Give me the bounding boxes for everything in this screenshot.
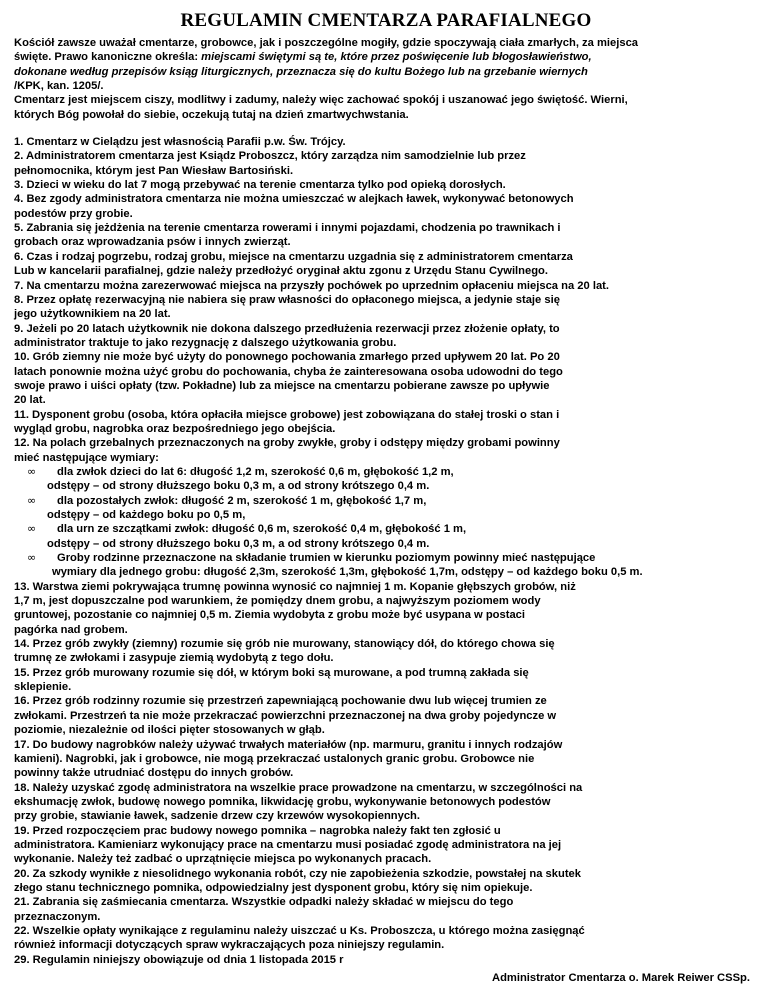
rule-line: pagórka nad grobem. [14,623,128,636]
rule-line: 16. Przez grób rodzinny rozumie się przestrzeń zapewniającą pochowanie dwu lub więcej trumien ze [14,695,547,708]
document-page [14,10,758,985]
infinity-bullet-icon: ∞ [27,551,37,565]
intro-line: Cmentarz jest miejscem ciszy, modlitwy i zadumy, należy więc zachować spokój i uszanować jego świętość. Wierni, [14,94,628,107]
rule-line: 19. Przed rozpoczęciem prac budowy nowego pomnika – nagrobka należy fakt ten zgłosić u [14,824,501,837]
rule-line: gruntowej, pozostanie co najmniej 0,5 m. Ziemia wydobyta z grobu może być usypana w postaci [14,609,525,622]
rule-line: wygląd grobu, nagrobka oraz bezpośredniego jego obejścia. [14,422,336,435]
rules-list-part-1 [14,135,758,465]
rules-section [14,135,758,985]
intro-line: Kościół zawsze uważał cmentarze, grobowce, jak i poszczególne mogiły, gdzie spoczywają ciała zmarłych, za miejsca [14,37,639,49]
rules-list-part-2 [14,580,758,967]
rule-line: 1,7 m, jest dopuszczalne pod warunkiem, że pomiędzy dnem grobu, a najwyższym poziomem wody [14,595,541,608]
canon-reference: /KPK, kan. 1205/. [14,80,104,93]
rule-line: przeznaczonym. [14,910,101,923]
rule-line: latach ponownie można użyć grobu do pochowania, chyba że zainteresowana osoba udowodni do tego [14,365,563,378]
infinity-bullet-icon: ∞ [27,464,37,478]
rule-line: grobach oraz wprowadzania psów i innych zwierząt. [14,236,291,249]
rule-line: 1. Cmentarz w Cielądzu jest własnością Parafii p.w. Św. Trójcy. [14,136,346,149]
intro-line [14,50,758,64]
canon-quote-line: dokonane według przepisów ksiąg liturgicznych, przeznacza się do kultu Bożego lub na grzebanie wiernych [14,65,588,78]
document-title: REGULAMIN CMENTARZA PARAFIALNEGO [180,10,592,31]
rule-line: jego użytkownikiem na 20 lat. [14,308,171,321]
dimension-item [14,551,758,565]
dimension-item-text: Groby rodzinne przeznaczone na składanie trumien w kierunku poziomym powinny mieć następujące [57,552,596,565]
dimension-item [14,465,758,479]
rule-line: pełnomocnika, którym jest Pan Wiesław Bartosiński. [14,164,294,177]
infinity-bullet-icon: ∞ [27,493,37,507]
dimension-item-continuation: odstępy – od każdego boku po 0,5 m, [47,509,246,521]
rule-line: mieć następujące wymiary: [14,451,159,464]
rule-line: administratora. Kamieniarz wykonujący prace na cmentarzu musi posiadać zgodę administratora na jej [14,838,562,851]
rule-line: 12. Na polach grzebalnych przeznaczonych na groby zwykłe, groby i odstępy między grobami powinny [14,437,560,450]
intro-section [14,36,758,122]
rule-line: 18. Należy uzyskać zgodę administratora na wszelkie prace prowadzone na cmentarzu, w szczególności na [14,781,583,794]
dimension-item-continuation: odstępy – od strony dłuższego boku 0,3 m, a od strony krótszego 0,4 m. [47,537,430,550]
dimension-item-text: dla pozostałych zwłok: długość 2 m, szerokość 1 m, głębokość 1,7 m, [57,494,427,507]
rule-line: 10. Grób ziemny nie może być użyty do ponownego pochowania zmarłego przed upływem 20 lat. Po 20 [14,351,560,364]
rule-line: 14. Przez grób zwykły (ziemny) rozumie się grób nie murowany, stanowiący dół, do którego chowa się [14,638,555,651]
dimension-item [14,494,758,508]
rule-line: 17. Do budowy nagrobków należy używać trwałych materiałów (np. marmuru, granitu i innych rodzajów [14,738,563,751]
signature: Administrator Cmentarza o. Marek Reiwer CSSp. [491,972,750,984]
rule-line: 9. Jeżeli po 20 latach użytkownik nie dokona dalszego przedłużenia rezerwacji przez złożenie opłaty, to [14,322,560,335]
rule-line: 11. Dysponent grobu (osoba, która opłaciła miejsce grobowe) jest zobowiązana do stałej troski o stan i [14,408,560,421]
rule-line: przy grobie, stawianie ławek, sadzenie drzew czy krzewów wysokopiennych. [14,810,420,823]
rule-line: również informacji dotyczących spraw wykraczających poza niniejszy regulamin. [14,939,445,952]
rule-line: 29. Regulamin niniejszy obowiązuje od dnia 1 listopada 2015 r [14,953,344,966]
rule-line: 22. Wszelkie opłaty wynikające z regulaminu należy uiszczać u Ks. Proboszcza, u którego można zasięgnąć [14,924,585,937]
rule-line: podestów przy grobie. [14,207,133,220]
rule-line: administrator traktuje to jako rezygnację z dalszego użytkowania grobu. [14,336,397,349]
dimension-item [14,522,758,536]
dimension-item-text: dla zwłok dzieci do lat 6: długość 1,2 m, szerokość 0,6 m, głębokość 1,2 m, [57,465,454,478]
rule-line: sklepienie. [14,681,72,694]
rule-line: 15. Przez grób murowany rozumie się dół, w którym boki są murowane, a pod trumną zakłada się [14,666,529,679]
rule-line: poziomie, niezależnie od ilości pięter stosowanych w głąb. [14,724,325,737]
spacer [14,122,758,135]
dimensions-list [14,465,758,580]
rule-line: 2. Administratorem cmentarza jest Ksiądz Proboszcz, który zarządza nim samodzielnie lub przez [14,150,526,163]
intro-line: których Bóg powołał do siebie, oczekują tutaj na dzień zmartwychwstania. [14,108,409,121]
infinity-bullet-icon: ∞ [27,522,37,536]
intro-text: święte. Prawo kanoniczne określa: [14,51,202,64]
dimension-item-continuation: odstępy – od strony dłuższego boku 0,3 m, a od strony krótszego 0,4 m. [47,480,430,493]
canon-quote: miejscami świętymi są te, które przez poświęcenie lub błogosławieństwo, [201,51,592,64]
rule-line: powinny także utrudniać dostępu do innych grobów. [14,767,294,780]
rule-line: złego stanu technicznego pomnika, odpowiedzialny jest dysponent grobu, który się nim opiekuje. [14,881,533,894]
rule-line: swoje prawo i uiści opłaty (tzw. Pokładne) lub za miejsce na cmentarzu pobierane zawsze po upływie [14,379,550,392]
rule-line: 7. Na cmentarzu można zarezerwować miejsca na przyszły pochówek po uprzednim opłaceniu miejsca na 20 lat. [14,279,610,292]
rule-line: 6. Czas i rodzaj pogrzebu, rodzaj grobu, miejsce na cmentarzu uzgadnia się z administratorem cmentarza [14,250,573,263]
rule-line: 13. Warstwa ziemi pokrywająca trumnę powinna wynosić co najmniej 1 m. Kopanie głębszych grobów, niż [14,580,576,593]
rule-line: 4. Bez zgody administratora cmentarza nie można umieszczać w alejkach ławek, wykonywać betonowych [14,193,574,206]
rule-line: Lub w kancelarii parafialnej, gdzie należy przedłożyć oryginał aktu zgonu z Urzędu Stanu Cywilnego. [14,265,548,278]
rule-line: 3. Dzieci w wieku do lat 7 mogą przebywać na terenie cmentarza tylko pod opieką dorosłych. [14,179,506,192]
rule-line: 8. Przez opłatę rezerwacyjną nie nabiera się praw własności do opłaconego miejsca, a jedynie staje się [14,293,560,306]
rule-line: trumnę ze zwłokami i zasypuje ziemią wydobytą z tego dołu. [14,652,334,665]
rule-line: zwłokami. Przestrzeń ta nie może przekraczać powierzchni przeznaczonej na dwa groby pojedyncze w [14,709,557,722]
dimension-item-text: dla urn ze szczątkami zwłok: długość 0,6 m, szerokość 0,4 m, głębokość 1 m, [57,523,467,536]
rule-line: ekshumację zwłok, budowę nowego pomnika, likwidację grobu, wykonywanie betonowych podestów [14,795,551,808]
rule-line: kamieni). Nagrobki, jak i grobowce, nie mogą przekraczać ustalonych granic grobu. Grobowce nie [14,752,535,765]
dimension-item-continuation: wymiary dla jednego grobu: długość 2,3m, szerokość 1,3m, głębokość 1,7m, odstępy – od każdego boku 0,5 m. [52,566,643,579]
rule-line: wykonanie. Należy też zadbać o uprzątnięcie miejsca po wykonanych pracach. [14,853,432,866]
rule-line: 20 lat. [14,394,46,407]
rule-line: 20. Za szkody wynikłe z niesolidnego wykonania robót, czy nie zapobieżenia szkodzie, powstałej na skutek [14,867,581,880]
rule-line: 5. Zabrania się jeżdżenia na terenie cmentarza rowerami i innymi pojazdami, chodzenia po trawnikach i [14,222,561,235]
rule-line: 21. Zabrania się zaśmiecania cmentarza. Wszystkie odpadki należy składać w miejscu do tego [14,896,514,909]
